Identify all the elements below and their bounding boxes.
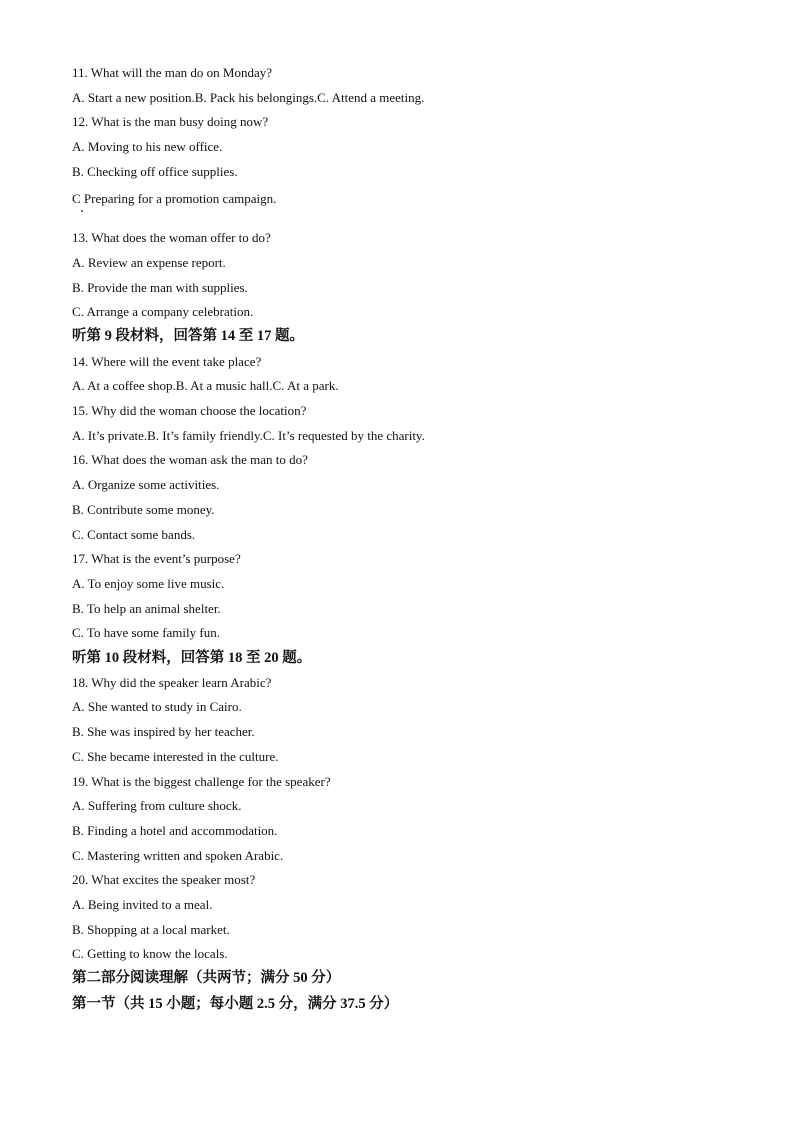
question-17-option-c: C. To have some family fun. xyxy=(72,625,220,640)
section-one-heading: 第一节（共 15 小题；每小题 2.5 分，满分 37.5 分） xyxy=(72,996,399,1012)
question-19: 19. What is the biggest challenge for the speaker? xyxy=(72,774,331,789)
question-19-option-c: C. Mastering written and spoken Arabic. xyxy=(72,848,284,863)
question-19-option-b: B. Finding a hotel and accommodation. xyxy=(72,823,278,838)
question-13-option-a: A. Review an expense report. xyxy=(72,255,226,270)
question-18-option-c: C. She became interested in the culture. xyxy=(72,749,279,764)
question-16-option-a: A. Organize some activities. xyxy=(72,477,220,492)
question-16: 16. What does the woman ask the man to do? xyxy=(72,452,308,467)
question-11: 11. What will the man do on Monday? xyxy=(72,65,273,80)
question-13-option-b: B. Provide the man with supplies. xyxy=(72,280,248,295)
question-20-option-c: C. Getting to know the locals. xyxy=(72,946,228,961)
question-20-option-b: B. Shopping at a local market. xyxy=(72,922,230,937)
section-heading-passage-9: 听第 9 段材料，回答第 14 至 17 题。 xyxy=(72,328,304,344)
question-20: 20. What excites the speaker most? xyxy=(72,872,256,887)
question-16-option-b: B. Contribute some money. xyxy=(72,502,215,517)
stray-dot xyxy=(81,210,83,212)
question-12-option-c: C Preparing for a promotion campaign. xyxy=(72,191,277,206)
question-12-option-a: A. Moving to his new office. xyxy=(72,139,223,154)
question-15-options: A. It’s private.B. It’s family friendly.C. It’s requested by the charity. xyxy=(72,428,425,443)
question-20-option-a: A. Being invited to a meal. xyxy=(72,897,213,912)
question-17-option-a: A. To enjoy some live music. xyxy=(72,576,225,591)
question-17-option-b: B. To help an animal shelter. xyxy=(72,601,221,616)
question-18: 18. Why did the speaker learn Arabic? xyxy=(72,675,272,690)
question-18-option-a: A. She wanted to study in Cairo. xyxy=(72,699,242,714)
question-11-options: A. Start a new position.B. Pack his belongings.C. Attend a meeting. xyxy=(72,90,425,105)
question-12-option-b: B. Checking off office supplies. xyxy=(72,164,238,179)
document-page xyxy=(72,0,752,1123)
question-17: 17. What is the event’s purpose? xyxy=(72,551,241,566)
question-16-option-c: C. Contact some bands. xyxy=(72,527,196,542)
question-14-options: A. At a coffee shop.B. At a music hall.C. At a park. xyxy=(72,378,339,393)
question-15: 15. Why did the woman choose the location? xyxy=(72,403,307,418)
question-19-option-a: A. Suffering from culture shock. xyxy=(72,798,242,813)
question-14: 14. Where will the event take place? xyxy=(72,354,262,369)
question-12: 12. What is the man busy doing now? xyxy=(72,114,269,129)
question-13-option-c: C. Arrange a company celebration. xyxy=(72,304,254,319)
question-18-option-b: B. She was inspired by her teacher. xyxy=(72,724,255,739)
question-13: 13. What does the woman offer to do? xyxy=(72,230,271,245)
part-two-heading: 第二部分阅读理解（共两节；满分 50 分） xyxy=(72,970,341,986)
section-heading-passage-10: 听第 10 段材料，回答第 18 至 20 题。 xyxy=(72,650,312,666)
